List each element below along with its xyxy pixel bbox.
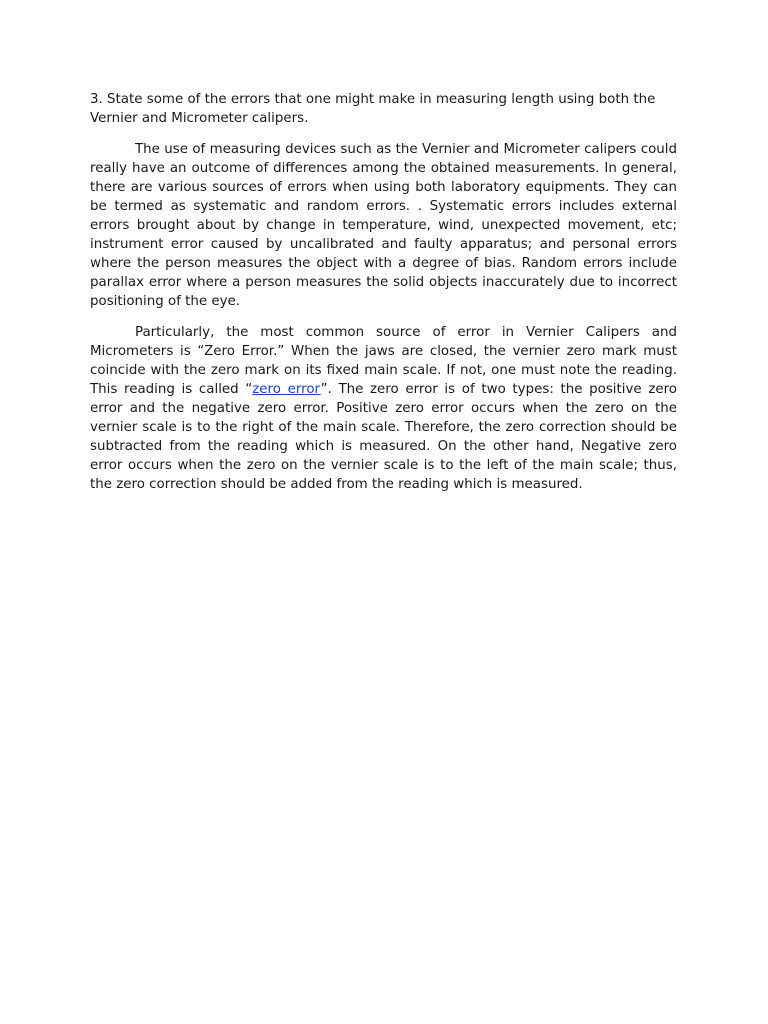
paragraph-zero-error-text-start: Particularly, the most common source of error in Vernier Calipers and Micrometers is “Zero Error.” When the jaws are closed, the vernier zero mark must coincide with the zero mark on its fixed main scale. If not, one must note the reading. This reading is called “: [90, 325, 677, 397]
document-body: [90, 90, 677, 506]
paragraph-zero-error-text-end: ”. The zero error is of two types: the positive zero error and the negative zero error. Positive zero error occurs when the zero on the vernier scale is to the right of the main scale. Therefore, the zero correction should be subtracted from the reading which is measured. On the other hand, Negative zero error occurs when the zero on the vernier scale is to the left of the main scale; thus, the zero correction should be added from the reading which is measured.: [90, 382, 677, 492]
question-text: 3. State some of the errors that one might make in measuring length using both the Vernier and Micrometer calipers.: [90, 92, 656, 126]
zero-error-link[interactable]: zero error: [252, 382, 321, 397]
paragraph-zero-error: [90, 323, 677, 494]
paragraph-errors-overview: The use of measuring devices such as the Vernier and Micrometer calipers could really have an outcome of differences among the obtained measurements. In general, there are various sources of errors when using both laboratory equipments. They can be termed as systematic and random errors. . Systematic errors includes external errors brought about by change in temperature, wind, unexpected movement, etc; instrument error caused by uncalibrated and faulty apparatus; and personal errors where the person measures the object with a degree of bias. Random errors include parallax error where a person measures the solid objects inaccurately due to incorrect positioning of the eye.: [90, 142, 677, 309]
